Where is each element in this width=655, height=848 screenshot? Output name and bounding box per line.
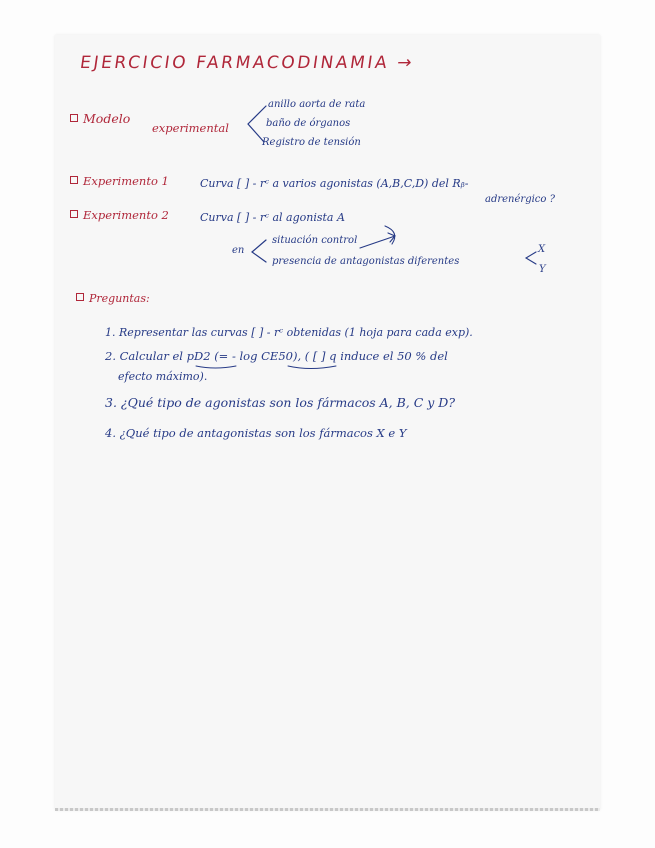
modelo-item-3: Registro de tensión <box>262 137 361 148</box>
modelo-word: experimental <box>152 121 229 135</box>
checkbox-bullet-icon <box>76 293 84 301</box>
experimento1-label: Experimento 1 <box>70 176 169 188</box>
experimento2-label: Experimento 2 <box>70 210 169 222</box>
question-2: 2. Calcular el pD2 (= - log CE50), ( [ ] q induce el 50 % del <box>105 349 448 363</box>
paper-bottom-edge <box>55 808 600 811</box>
experimento2-item-2: presencia de antagonistas diferentes <box>272 256 460 267</box>
experimento2-x: X <box>538 244 546 255</box>
experimento1-continuation: adrenérgico ? <box>485 194 555 205</box>
experimento2-text: Curva [ ] - rᶜ al agonista A <box>200 211 345 224</box>
question-4: 4. ¿Qué tipo de antagonistas son los fármacos X e Y <box>105 426 407 440</box>
modelo-item-1: anillo aorta de rata <box>268 99 366 110</box>
question-2-continuation: efecto máximo). <box>118 370 208 383</box>
modelo-heading <box>70 113 130 126</box>
experimento1-text: Curva [ ] - rᶜ a varios agonistas (A,B,C,D) del Rᵦ- <box>200 177 469 190</box>
modelo-label: Modelo <box>83 111 131 126</box>
checkbox-bullet-icon <box>70 210 78 218</box>
question-1: 1. Representar las curvas [ ] - rᶜ obtenidas (1 hoja para cada exp). <box>105 326 473 339</box>
checkbox-bullet-icon <box>70 176 78 184</box>
exercise-title: EJERCICIO FARMACODINAMIA → <box>78 53 416 73</box>
paper-sheet <box>55 35 600 810</box>
experimento2-item-1: situación control <box>272 235 358 246</box>
checkbox-bullet-icon <box>70 114 78 122</box>
experimento2-y: Y <box>539 264 546 275</box>
question-3: 3. ¿Qué tipo de agonistas son los fármacos A, B, C y D? <box>105 395 456 410</box>
experimento2-en: en <box>232 245 245 256</box>
modelo-item-2: baño de órganos <box>266 118 351 129</box>
preguntas-label: Preguntas: <box>76 293 150 304</box>
